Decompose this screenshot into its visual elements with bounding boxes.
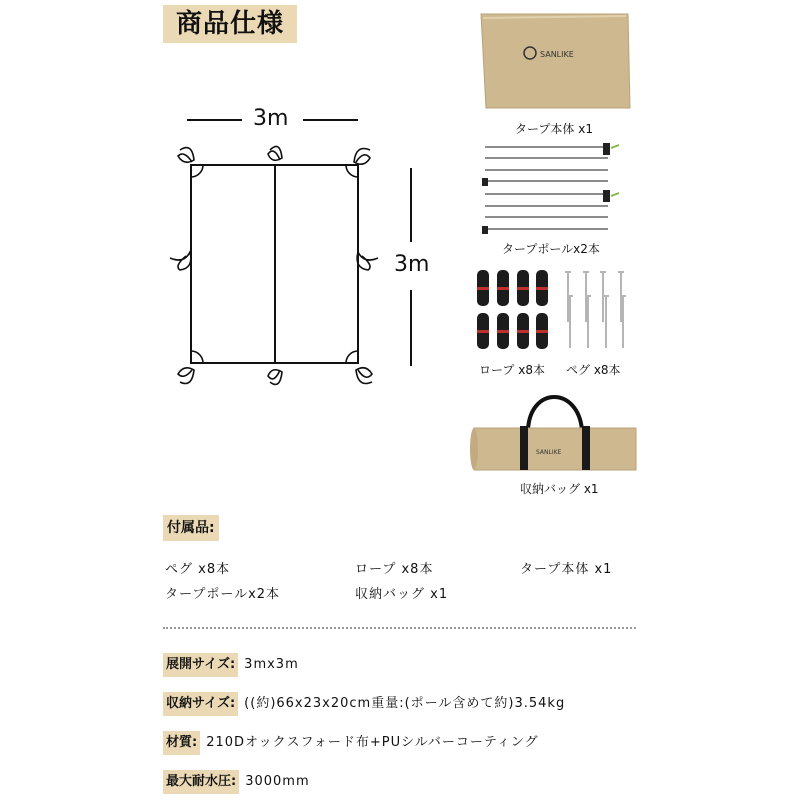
tarp-pole-label: タープポールx2本	[502, 242, 600, 256]
accessories-heading: 付属品:	[163, 515, 219, 541]
spec-row	[163, 770, 310, 794]
spec-label: 材質:	[163, 731, 200, 755]
spec-label: 展開サイズ:	[163, 653, 238, 677]
accessory-item: タープ本体 x1	[520, 562, 613, 577]
spec-value: 210Dオックスフォード布+PUシルバーコーティング	[206, 735, 539, 750]
peg-label: ペグ x8本	[566, 363, 621, 377]
accessory-item: ロープ x8本	[355, 562, 434, 577]
spec-label: 収納サイズ:	[163, 692, 238, 716]
spec-value: 3000mm	[245, 774, 310, 789]
spec-row	[163, 692, 565, 716]
rope-label: ロープ x8本	[479, 363, 545, 377]
accessory-item: タープポールx2本	[165, 587, 281, 602]
height-label: 3m	[394, 252, 430, 277]
spec-row	[163, 653, 299, 677]
tarp-body-label: タープ本体 x1	[515, 122, 593, 136]
spec-value: 3mx3m	[244, 657, 299, 672]
spec-value: ((約)66x23x20cm重量:(ポール含めて約)3.54kg	[244, 696, 566, 711]
spec-label: 最大耐水圧:	[163, 770, 239, 794]
accessory-item: 収納バッグ x1	[355, 587, 449, 602]
spec-row	[163, 731, 539, 755]
section-divider	[163, 627, 636, 629]
page-title: 商品仕様	[163, 5, 297, 43]
svg-text:SANLIKE: SANLIKE	[536, 449, 562, 456]
accessory-item: ペグ x8本	[165, 562, 231, 577]
width-label: 3m	[253, 106, 289, 131]
brand-logo: SANLIKE	[540, 50, 574, 59]
bag-label: 収納バッグ x1	[520, 482, 599, 496]
